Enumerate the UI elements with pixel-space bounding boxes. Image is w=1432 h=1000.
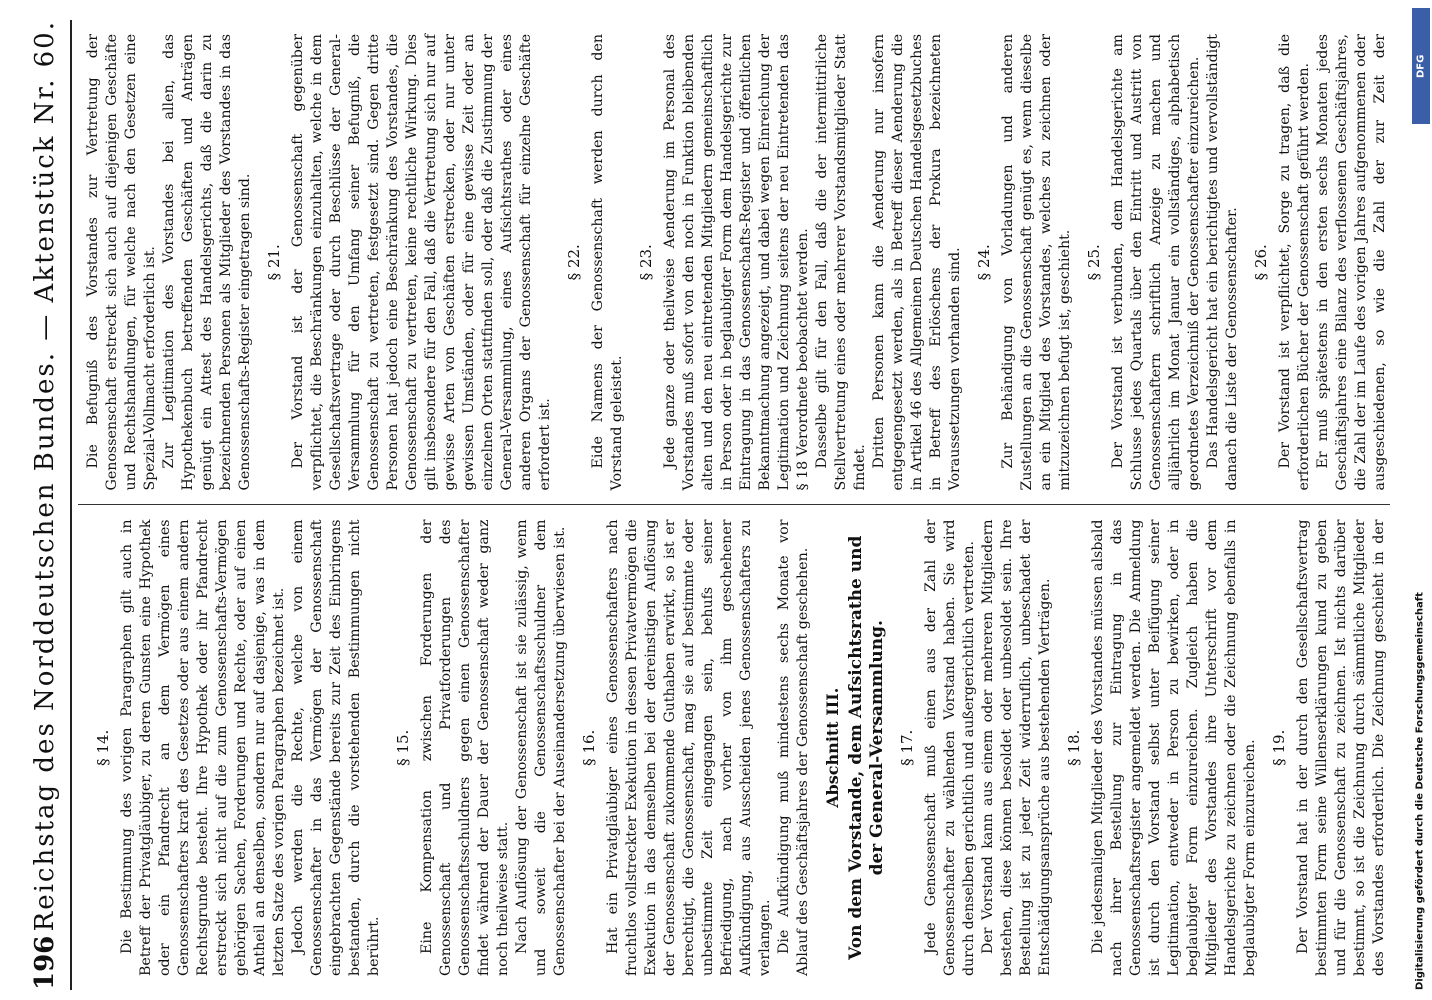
paragraph: Das Handelsgericht hat ein berichtigtes und vervollständigt danach die Liste der Genossenschafter. [1205, 34, 1240, 491]
part-title: Von dem Vorstande, dem Aufsichtsrathe und der General-Versammlung. [846, 535, 887, 960]
paragraph: Der Vorstand hat in der durch den Gesellschaftsvertrag bestimmten Form seine Willenserklärungen kund zu geben und für die Genossenschaft zu zeichnen. Ist nichts darüber bestimmt, so ist die Zeichnung durch sämmtliche Mitglieder des Vorstandes erforderlich. Die Zeichnung geschieht in der [1295, 519, 1387, 976]
paragraph: Hat ein Privatgläubiger eines Genossenschafters nach fruchtlos vollstreckter Exekution in dessen Privatvermögen die Exekution in das demselben bei der dereinstigen Auflösung der Genossenschaft zukommende Guthaben erwirkt, so ist er berechtigt, die Genossenschaft, mag sie auf bestimmte oder unbestimmte Zeit eingegangen sein, behufs seiner Befriedigung, nach vorher von ihm geschehener Aufkündigung, aus Ausscheiden jenes Genossenschafters zu verlangen. [605, 519, 773, 976]
page-number: 196 [30, 935, 60, 990]
section-heading: § 22. [565, 244, 583, 281]
paragraph: Die Bestimmung des vorigen Paragraphen gilt auch in Betreff der Privatgläubiger, zu deren Gunsten eine Hypothek oder ein Pfandrecht an dem Vermögen eines Genossenschafters kraft des Gesetzes oder aus einem andern Rechtsgrunde besteht. Ihre Hypothek oder ihr Pfandrecht erstreckt sich nicht auf die zum Genossenschafts-Vermögen gehörigen Sachen, Forderungen und Rechte, oder auf einen Antheil an denselben, sondern nur auf dasjenige, was in dem letzten Satze des vorigen Paragraphen bezeichnet ist. [119, 519, 287, 976]
page-header [20, 20, 72, 990]
section-heading: § 18. [1065, 729, 1083, 766]
running-head: Reichstag des Norddeutschen Bundes. — Aktenstück Nr. 60. [30, 20, 60, 932]
paragraph: Der Vorstand ist verbunden, dem Handelsgerichte am Schlusse jedes Quartals über den Eintritt und Austritt von Genossenschaftern schriftlich Anzeige zu machen und alljährlich im Monat Januar ein vollständiges, alphabetisch geordnetes Verzeichniß der Genossenschafter einzureichen. [1110, 34, 1202, 491]
section-heading: § 21. [265, 244, 283, 281]
right-column [78, 20, 1390, 506]
paragraph: Dritten Personen kann die Aenderung nur insofern entgegengesetzt werden, als in Betreff dieser Aenderung die in Artikel 46 des Allgemeinen Deutschen Handelsgesetzbuches in Betreff des Erlöschens der Prokura bezeichneten Voraussetzungen vorhanden sind. [871, 34, 963, 491]
digitization-note [1412, 130, 1428, 990]
digitization-note-text: Digitalisierung gefördert durch die Deutsche Forschungsgemeinschaft [1414, 592, 1426, 990]
paragraph: Jede Genossenschaft muß einen aus der Zahl der Genossenschafter zu wählenden Vorstand haben. Sie wird durch denselben gerichtlich und außergerichtlich vertreten. [923, 519, 977, 976]
paragraph: Zur Behändigung von Vorladungen und anderen Zustellungen an die Genossenschaft genügt es, wenn dieselbe an ein Mitglied des Vorstandes, welches zu zeichnen oder mitzuzeichnen befugt ist, geschieht. [1000, 34, 1073, 491]
paragraph: Nach Auflösung der Genossenschaft ist sie zulässig, wenn und soweit die Genossenschaftsschuldner dem Genossenschafter bei der Auseinandersetzung überwiesen ist. [514, 519, 568, 976]
paragraph: Der Vorstand kann aus einem oder mehreren Mitgliedern bestehen, diese können besoldet oder unbesoldet sein. Ihre Bestellung ist zu jeder Zeit widerruflich, unbeschadet der Entschädigungsansprüche aus bestehenden Verträgen. [980, 519, 1053, 976]
dfg-logo-text: DFG [1415, 54, 1427, 78]
left-column [78, 506, 1390, 991]
paragraph: Die Aufkündigung muß mindestens sechs Monate vor Ablauf des Geschäftsjahres der Genossenschaft geschehen. [776, 519, 811, 976]
section-heading: § 19. [1270, 729, 1288, 766]
paragraph: Zur Legitimation des Vorstandes bei allen, das Hypothekenbuch betreffenden Geschäften und Anträgen genügt ein Attest des Handelsgerichts, daß die darin zu bezeichnenden Personen als Mitglieder des Vorstandes in das Genossenschafts-Register eingetragen sind. [161, 34, 253, 491]
paragraph: Die jedesmaligen Mitglieder des Vorstandes müssen alsbald nach ihrer Bestellung zur Eintragung in das Genossenschaftsregister angemeldet werden. Die Anmeldung ist durch den Vorstand selbst unter Beifügung seiner Legitimation, entweder in Person zu bewirken, oder in beglaubigter Form einzureichen. Zugleich haben die Mitglieder des Vorstandes ihre Unterschrift vor dem Handelsgerichte zu zeichnen oder die Zeichnung ebenfalls in beglaubigter Form einzureichen. [1090, 519, 1258, 976]
document-page [20, 10, 1400, 1000]
paragraph: Die Befugniß des Vorstandes zur Vertretung der Genossenschaft erstreckt sich auch auf diejenigen Geschäfte und Rechtshandlungen, für welche nach den Gesetzen eine Spezial-Vollmacht erforderlich ist. [85, 34, 158, 491]
section-heading: § 16. [580, 729, 598, 766]
section-heading: § 17. [898, 729, 916, 766]
paragraph: Dasselbe gilt für den Fall, daß die der intermittirliche Stellvertretung eines oder mehrerer Vorstandsmitglieder Statt findet. [814, 34, 868, 491]
text-columns [78, 20, 1390, 990]
paragraph: Er muß spätestens in den ersten sechs Monaten jedes Geschäftsjahres eine Bilanz des verflossenen Geschäftsjahres, die Zahl der im Laufe des vorigen Jahres aufgenommenen oder ausgeschiedenen, so wie die Zahl der zur Zeit der [1315, 34, 1388, 491]
paragraph: Der Vorstand ist der Genossenschaft gegenüber verpflichtet, die Beschränkungen einzuhalten, welche in dem Gesellschaftsvertrage oder durch Beschlüsse der General-Versammlung für den Umfang seiner Befugniß, die Genossenschaft zu vertreten, festgesetzt sind. Gegen dritte Personen hat jedoch eine Beschränkung des Vorstandes, die Genossenschaft zu vertreten, keine rechtliche Wirkung. Dies gilt insbesondere für den Fall, daß die Vertretung sich nur auf gewisse Arten von Geschäften erstrecken, oder nur unter gewissen Umständen, oder für eine gewisse Zeit oder an einzelnen Orten stattfinden soll, oder daß die Zustimmung der General-Versammlung, eines Aufsichtsrathes oder eines anderen Organs der Genossenschaft für einzelne Geschäfte erfordert ist. [290, 34, 553, 491]
section-heading: § 25. [1085, 244, 1103, 281]
part-heading: Abschnitt III. [823, 687, 842, 808]
paragraph: Jedoch werden die Rechte, welche von einem Genossenschafter in das Vermögen der Genossenschaft eingebrachten Gegenstände bereits zur Zeit des Einbringens bestanden, durch die vorstehenden Bestimmungen nicht berührt. [290, 519, 382, 976]
paragraph: Eine Kompensation zwischen Forderungen der Genossenschaft und Privatforderungen des Genossenschaftsschuldners gegen einen Genossenschafter findet während der Dauer der Genossenschaft weder ganz noch theilweise statt. [419, 519, 511, 976]
dfg-logo [1412, 8, 1430, 124]
paragraph: Eide Namens der Genossenschaft werden durch den Vorstand geleistet. [590, 34, 625, 491]
section-heading: § 23. [637, 244, 655, 281]
section-heading: § 24. [975, 244, 993, 281]
section-heading: § 15. [394, 729, 412, 766]
paragraph: Der Vorstand ist verpflichtet, Sorge zu tragen, daß die erforderlichen Bücher der Genossenschaft geführt werden. [1277, 34, 1312, 491]
paragraph: Jede ganze oder theilweise Aenderung im Personal des Vorstandes muß sofort von den noch in Funktion bleibenden alten und den neu eintretenden Mitgliedern gemeinschaftlich in Person oder in beglaubigter Form dem Handelsgerichte zur Eintragung in das Genossenschafts-Register und öffentlichen Bekanntmachung angezeigt, und dabei wegen Einreichung der Legitimation und Zeichnung seitens der neu Eintretenden das § 18 Verordnete beobachtet werden. [662, 34, 811, 491]
section-heading: § 14. [94, 729, 112, 766]
section-heading: § 26. [1252, 244, 1270, 281]
